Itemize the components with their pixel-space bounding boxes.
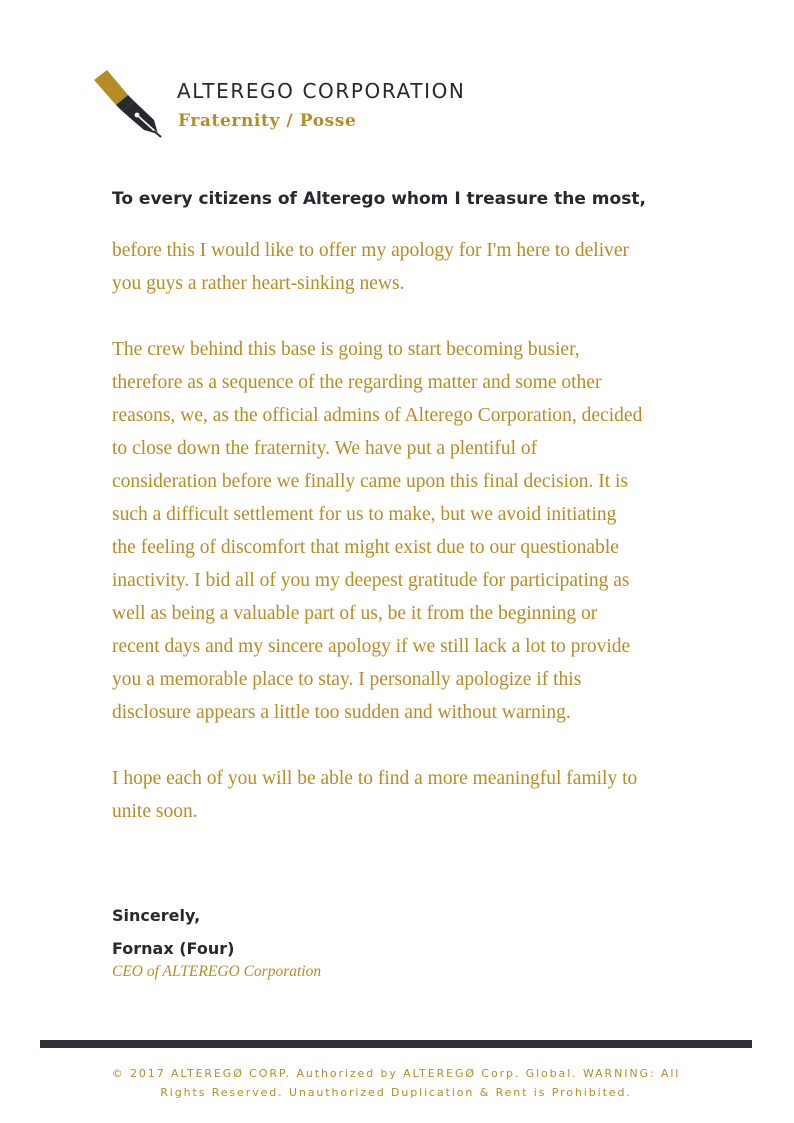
fountain-pen-nib-icon	[94, 70, 166, 142]
paragraph-line: consideration before we finally came upon this final decision. It is	[112, 471, 629, 492]
paragraph-line: The crew behind this base is going to start becoming busier,	[112, 339, 580, 360]
company-tagline: Fraternity / Posse	[178, 111, 357, 131]
footer-line: © 2017 ALTEREGØ CORP. Authorized by ALTEREGØ Corp. Global. WARNING: All	[111, 1067, 681, 1080]
letter-body	[112, 234, 712, 861]
paragraph-line: therefore as a sequence of the regarding matter and some other	[112, 372, 602, 393]
paragraph-line: unite soon.	[112, 801, 198, 822]
signer-title: CEO of ALTEREGO Corporation	[112, 963, 322, 980]
closing-text: Sincerely,	[112, 906, 201, 925]
footer-divider	[40, 1040, 752, 1048]
footer-copyright	[40, 1064, 752, 1102]
letter-signoff	[112, 899, 234, 965]
letter-paragraph	[112, 333, 712, 729]
paragraph-line: I hope each of you will be able to find a more meaningful family to	[112, 768, 638, 789]
paragraph-line: before this I would like to offer my apology for I'm here to deliver	[112, 240, 630, 261]
paragraph-line: inactivity. I bid all of you my deepest gratitude for participating as	[112, 570, 630, 591]
paragraph-line: reasons, we, as the official admins of Alterego Corporation, decided	[112, 405, 643, 426]
letter-paragraph	[112, 762, 712, 828]
letter-salutation: To every citizens of Alterego whom I treasure the most,	[112, 189, 646, 209]
company-name: ALTEREGO CORPORATION	[177, 79, 466, 103]
paragraph-line: disclosure appears a little too sudden and without warning.	[112, 702, 571, 723]
signer-name: Fornax (Four)	[112, 939, 235, 958]
paragraph-line: to close down the fraternity. We have put a plentiful of	[112, 438, 538, 459]
paragraph-line: such a difficult settlement for us to make, but we avoid initiating	[112, 504, 617, 525]
footer-line: Rights Reserved. Unauthorized Duplication & Rent is Prohibited.	[160, 1086, 632, 1099]
paragraph-line: recent days and my sincere apology if we still lack a lot to provide	[112, 636, 631, 657]
paragraph-line: the feeling of discomfort that might exist due to our questionable	[112, 537, 619, 558]
paragraph-line: you guys a rather heart-sinking news.	[112, 273, 405, 294]
paragraph-line: well as being a valuable part of us, be it from the beginning or	[112, 603, 598, 624]
letter-paragraph	[112, 234, 712, 300]
paragraph-line: you a memorable place to stay. I personally apologize if this	[112, 669, 582, 690]
